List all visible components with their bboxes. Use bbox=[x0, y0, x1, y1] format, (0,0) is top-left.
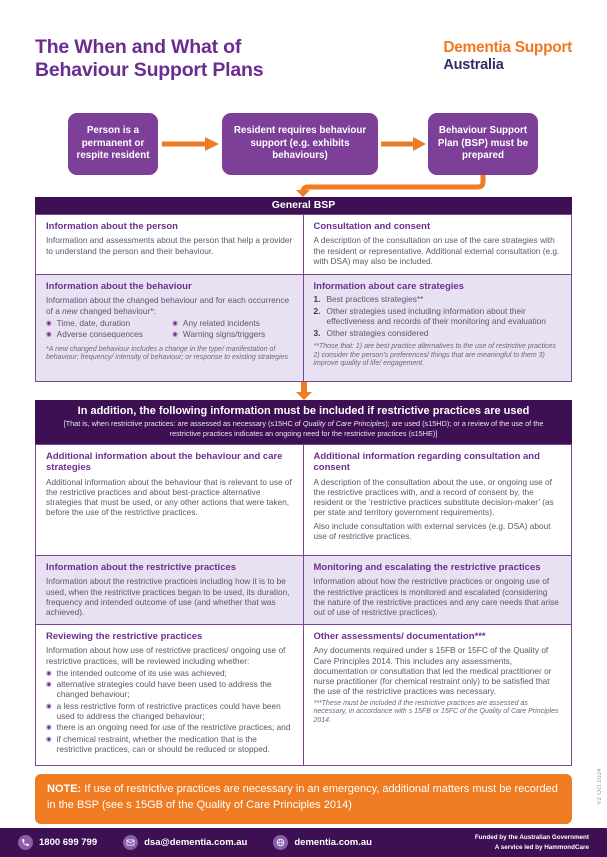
list-item: ◉ the intended outcome of its use was achieved; bbox=[46, 667, 227, 678]
cell-intro: Information about how use of restrictive practices/ ongoing use of restrictive practices, will be reviewed including whether: bbox=[46, 645, 286, 666]
note-text: If use of restrictive practices are necessary in an emergency, additional matters must be recorded in the BSP (see s 15GB of the Quality of Care Principles 2014) bbox=[47, 783, 558, 811]
table-row bbox=[36, 555, 571, 624]
website-url: dementia.com.au bbox=[294, 837, 372, 848]
emergency-note-box bbox=[35, 774, 572, 824]
cell-body: Information about how the restrictive practices or ongoing use of the restrictive practices is monitored and escalated (considering the nature of the restrictive practices and any care needs that arise out of use of restrictive practices). bbox=[313, 576, 559, 617]
cell-body: A description of the consultation about the use, or ongoing use of the restrictive practices with, and a record of consent by, the resident or the ‘restrictive practices substitute decision-maker’ (as per state and territory government requirements). bbox=[313, 476, 554, 518]
restrictive-practices-header bbox=[35, 400, 572, 444]
table-row bbox=[36, 445, 571, 555]
flow-step-resident: Person is a permanent or respite resident bbox=[68, 113, 158, 175]
list-number: 3. bbox=[313, 328, 321, 339]
phone-contact[interactable] bbox=[18, 835, 97, 850]
arrow-1-head bbox=[205, 137, 219, 151]
bullet-list bbox=[46, 669, 293, 755]
phone-number: 1800 699 799 bbox=[39, 837, 98, 848]
cell-heading: Monitoring and escalating the restrictive practices bbox=[313, 562, 541, 573]
dementia-support-australia-logo bbox=[443, 36, 572, 82]
funding-attribution bbox=[475, 833, 589, 851]
cell-body: Additional information about the behaviour that is relevant to use of the restrictive practices and about best-practice alternative strategies that must be used, or any other actions that were taken, before the use of the restrictive practices. bbox=[46, 476, 292, 518]
arrow-down-icon bbox=[296, 392, 312, 400]
bullet-icon: ◉ bbox=[172, 331, 178, 339]
cell-heading: Additional information regarding consultation and consent bbox=[313, 451, 540, 474]
list-item: ◉ there is an ongoing need for use of the restrictive practices; and bbox=[46, 721, 291, 732]
list-item: ◉ if chemical restraint, whether the medication that is the restrictive practices, can or should be reduced or stopped. bbox=[46, 733, 270, 754]
list-item: ◉ Warning signs/triggers bbox=[172, 329, 266, 340]
list-item: 2. Other strategies used including information about their effectiveness and records of their monitoring and evaluation bbox=[313, 306, 546, 327]
cell-additional-consultation bbox=[304, 445, 572, 555]
bullet-list bbox=[172, 319, 292, 342]
cell-body: Information about the restrictive practices including how it is to be used, when the restrictive practices began to be used, its duration, frequency and intended outcome of use (and whether that was achieved). bbox=[46, 576, 290, 617]
restrictive-practices-table bbox=[35, 444, 572, 766]
cell-heading: Consultation and consent bbox=[313, 221, 431, 232]
bullet-icon: ◉ bbox=[172, 319, 178, 327]
table-row bbox=[36, 215, 571, 274]
cell-additional-behaviour bbox=[36, 445, 304, 555]
section-title: In addition, the following information must be included if restrictive practices are used bbox=[77, 405, 530, 417]
list-item: 1. Best practices strategies** bbox=[313, 294, 424, 305]
cell-care-strategies bbox=[304, 275, 572, 381]
cell-other-assessments bbox=[304, 625, 572, 765]
bullet-icon: ◉ bbox=[46, 723, 52, 731]
footnote: ***These must be included if the restrictive practices are assessed as necessary, in accordance with s 15FB or 15FC of the Quality of Care Principles 2014. bbox=[313, 699, 559, 724]
page-title bbox=[35, 36, 263, 82]
cell-body: A description of the consultation on use of the care strategies with the resident or representative. Additional external consultation (e.g. with DSA) may also be included. bbox=[313, 235, 560, 266]
email-contact[interactable] bbox=[123, 835, 247, 850]
page-title-line2: Behaviour Support Plans bbox=[35, 59, 264, 81]
header bbox=[0, 0, 607, 82]
logo-wordmark-bottom: Australia bbox=[443, 57, 504, 73]
cell-reviewing bbox=[36, 625, 304, 765]
cell-heading: Information about the behaviour bbox=[46, 281, 192, 292]
list-item: ◉ alternative strategies could have been used to address the changed behaviour; bbox=[46, 679, 272, 700]
bullet-icon: ◉ bbox=[46, 681, 52, 689]
flowchart bbox=[35, 109, 572, 197]
cell-body: Also include consultation with external services (e.g. DSA) about use of restrictive practices. bbox=[313, 521, 551, 542]
footnote: *A new changed behaviour includes a change in the type/ manifestation of behaviour; frequency/ intensity of behaviour; or response to existing strategies bbox=[46, 345, 289, 362]
email-icon bbox=[123, 835, 138, 850]
website-contact[interactable] bbox=[273, 835, 372, 850]
general-bsp-header: General BSP bbox=[35, 197, 572, 214]
email-address: dsa@dementia.com.au bbox=[144, 837, 248, 848]
list-item: ◉ Adverse consequences bbox=[46, 329, 143, 340]
cell-heading: Information about the person bbox=[46, 221, 178, 232]
elbow-arrow bbox=[303, 173, 483, 192]
general-bsp-table bbox=[35, 214, 572, 382]
cell-heading: Information about care strategies bbox=[313, 281, 464, 292]
cell-body: Any documents required under s 15FB or 15FC of the Quality of Care Principles 2014. This includes any assessments, documentation or consultation that led the medical practitioner or nurse practitioner (for chemical restraint only) to be satisfied that the use of the restrictive practices was necessary. bbox=[313, 645, 552, 696]
table-row bbox=[36, 624, 571, 765]
list-number: 1. bbox=[313, 294, 321, 305]
cell-heading: Reviewing the restrictive practices bbox=[46, 631, 203, 642]
page-title-line1: The When and What of bbox=[35, 36, 242, 58]
cell-body: Information and assessments about the person that help a provider to understand the person and their behaviour. bbox=[46, 235, 293, 256]
cell-info-behaviour bbox=[36, 275, 304, 381]
section-subtitle: [That is, when restrictive practices: are assessed as necessary (s15HC of Quality of Care Principles); are used (s15HD); or a review of the use of the restrictive practices indicates an ongoing need for the restrictive practices (s15HE)] bbox=[63, 419, 544, 438]
bullet-icon: ◉ bbox=[46, 669, 52, 677]
footnote: **Those that: 1) are best practice alternatives to the use of restrictive practices 2) consider the person’s preferences/ things that are meaningful to them 3) improve quality of life/ engagement. bbox=[313, 343, 556, 367]
elbow-arrow-head bbox=[296, 190, 310, 197]
list-item: ◉ a less restrictive form of restrictive practices could have been used to address the changed behaviour; bbox=[46, 700, 281, 721]
arrow-2-head bbox=[413, 137, 426, 151]
cell-intro: Information about the changed behaviour and for each occurrence of a new changed behaviour*: bbox=[46, 295, 290, 316]
cell-consultation-consent bbox=[304, 215, 572, 274]
list-number: 2. bbox=[313, 306, 321, 317]
phone-icon bbox=[18, 835, 33, 850]
logo-wordmark-top: Dementia Support bbox=[443, 39, 572, 56]
funding-line1: Funded by the Australian Government bbox=[474, 834, 589, 842]
list-item: 3. Other strategies considered bbox=[313, 328, 429, 339]
behaviour-bullet-columns bbox=[46, 316, 293, 342]
footer bbox=[0, 828, 607, 857]
bullet-icon: ◉ bbox=[46, 735, 52, 743]
cell-heading: Information about the restrictive practices bbox=[46, 562, 237, 573]
table-row bbox=[36, 274, 571, 381]
globe-icon bbox=[273, 835, 288, 850]
cell-heading: Other assessments/ documentation*** bbox=[313, 631, 486, 642]
note-label: NOTE: bbox=[47, 783, 82, 795]
bullet-list bbox=[46, 319, 166, 342]
list-item: ◉ Time, date, duration bbox=[46, 317, 131, 328]
bullet-icon: ◉ bbox=[46, 702, 52, 710]
numbered-list bbox=[314, 295, 562, 339]
bullet-icon: ◉ bbox=[46, 319, 52, 327]
bullet-icon: ◉ bbox=[46, 331, 52, 339]
section-connector-arrow bbox=[0, 382, 607, 400]
cell-info-restrictive-practices bbox=[36, 556, 304, 624]
cell-monitoring-escalating bbox=[304, 556, 572, 624]
list-item: ◉ Any related incidents bbox=[172, 317, 260, 328]
arrow-stem bbox=[301, 382, 307, 392]
cell-heading: Additional information about the behaviour and care strategies bbox=[46, 451, 283, 474]
flow-step-behaviour-support: Resident requires behaviour support (e.g. exhibits behaviours) bbox=[222, 113, 378, 175]
version-label: V2 Oct 2024 bbox=[597, 768, 603, 805]
flow-step-bsp-prepared: Behaviour Support Plan (BSP) must be prepared bbox=[428, 113, 538, 175]
cell-info-person bbox=[36, 215, 304, 274]
funding-line2: A service led by HammondCare bbox=[494, 843, 589, 851]
